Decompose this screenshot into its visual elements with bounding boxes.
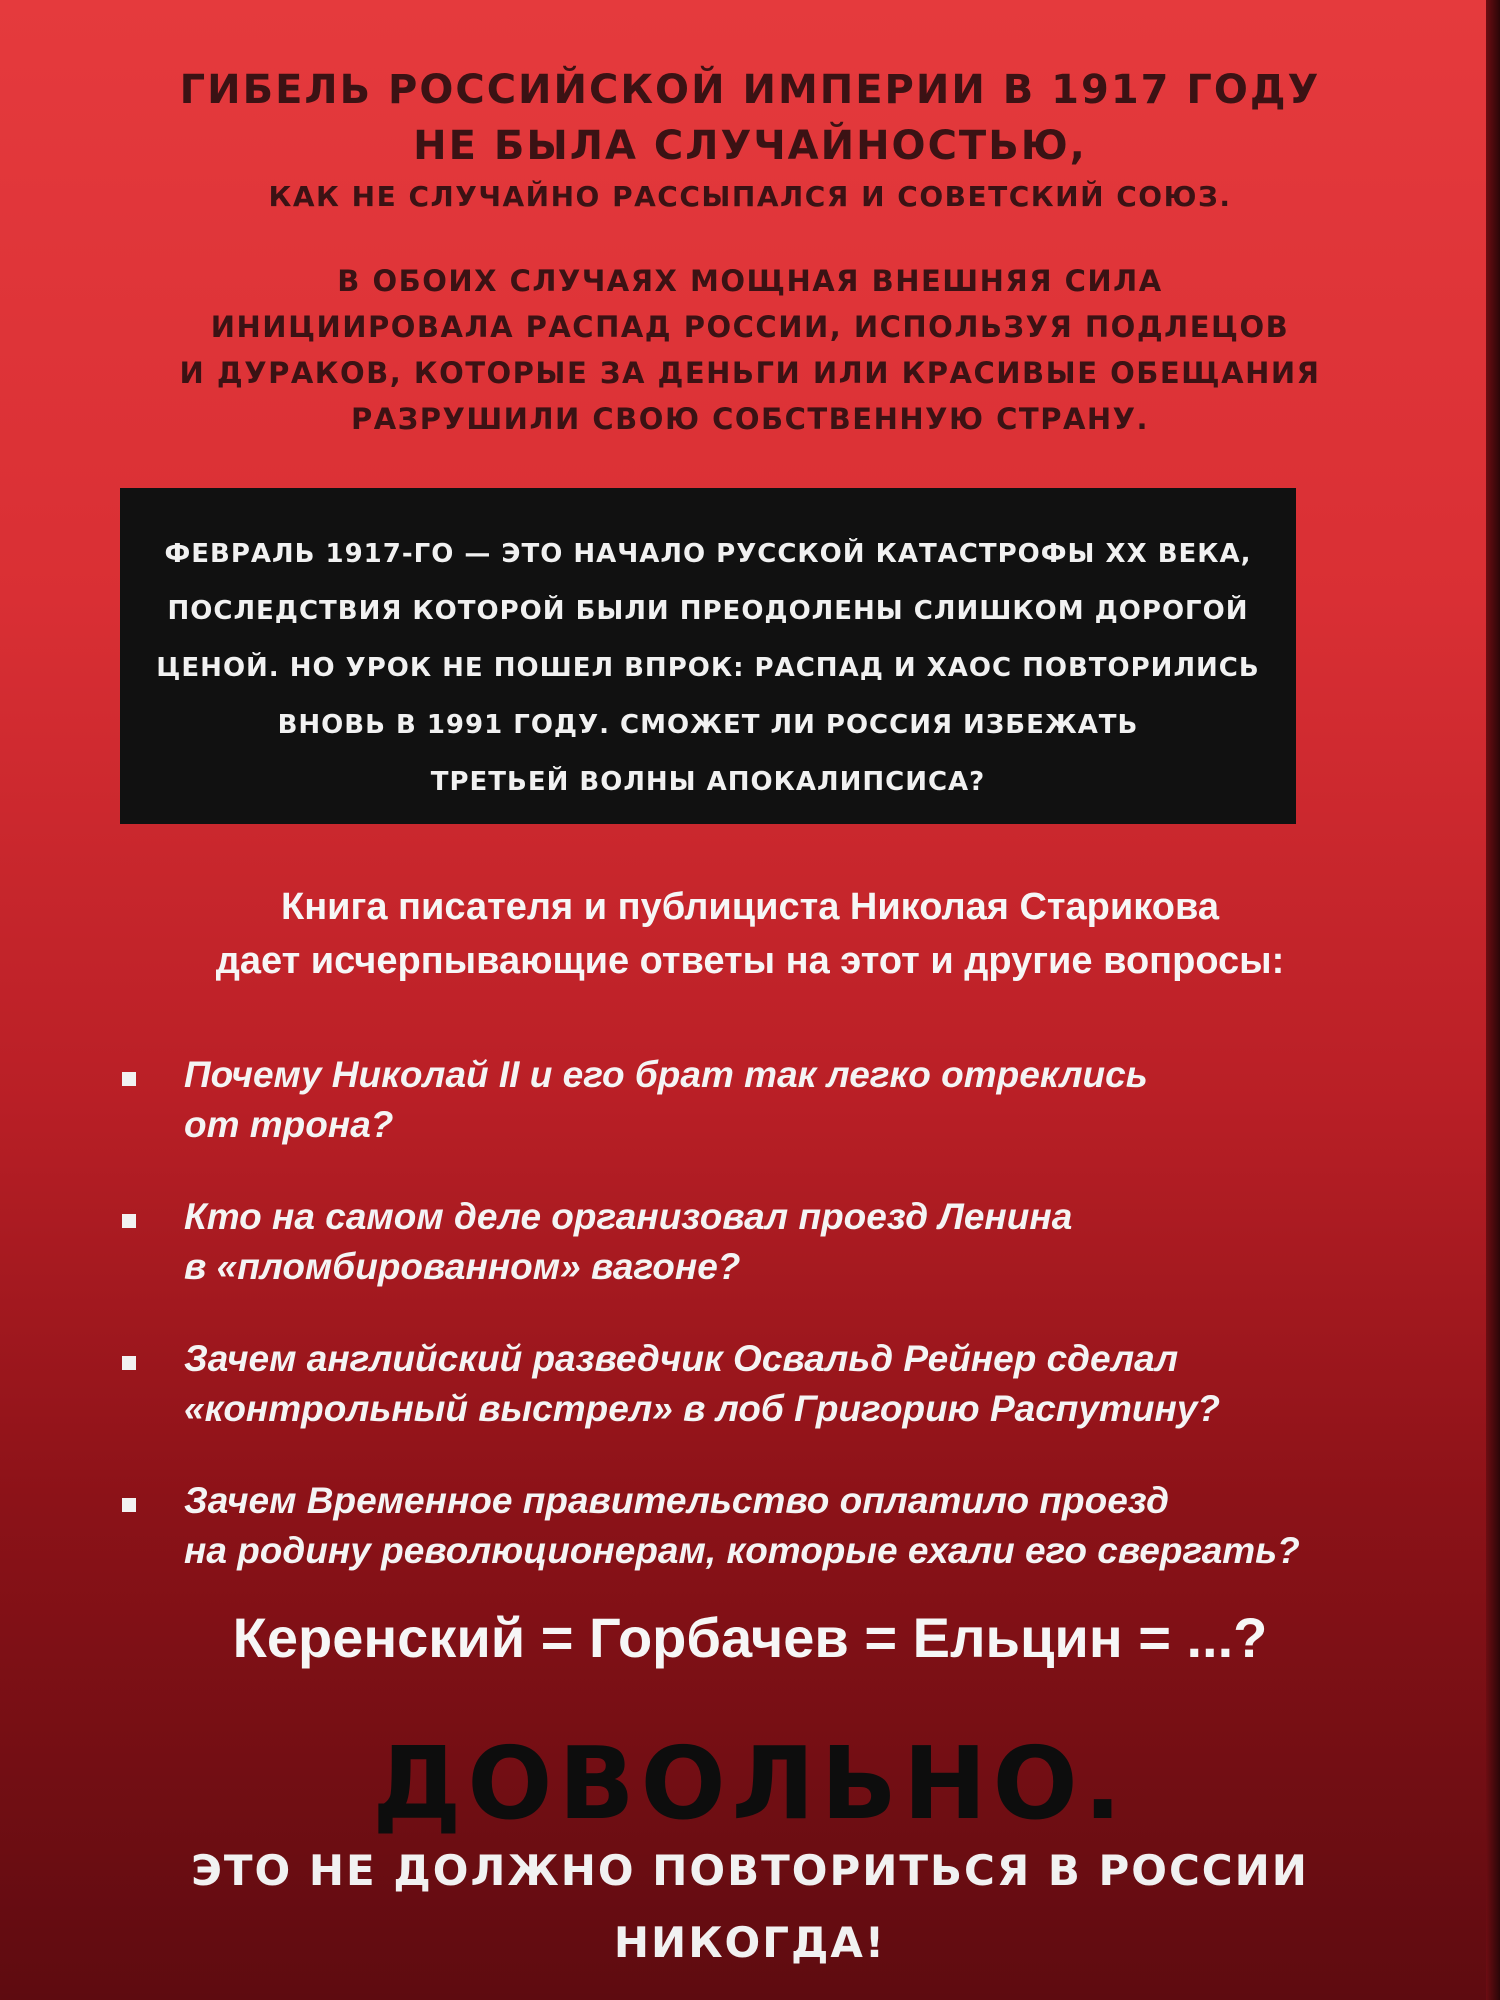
question-line: Зачем английский разведчик Освальд Рейнер сделал <box>184 1338 1179 1379</box>
lead-line-1: Книга писателя и публициста Николая Старикова <box>281 886 1219 928</box>
list-item <box>110 1050 1390 1150</box>
question-line: Зачем Временное правительство оплатило проезд <box>184 1480 1170 1521</box>
february-line-5: ТРЕТЬЕЙ ВОЛНЫ АПОКАЛИПСИСА? <box>430 767 986 797</box>
enough-headline: ДОВОЛЬНО. <box>372 1725 1128 1842</box>
question-line: на родину революционерам, которые ехали его свергать? <box>184 1530 1300 1571</box>
cause-block <box>0 258 1500 442</box>
lead-paragraph <box>0 880 1500 988</box>
closing-line-2: НИКОГДА! <box>613 1918 887 1967</box>
cause-line-4: РАЗРУШИЛИ СВОЮ СОБСТВЕННУЮ СТРАНУ. <box>350 402 1150 436</box>
lead-line-2: дает исчерпывающие ответы на этот и другие вопросы: <box>215 940 1285 982</box>
question-line: Кто на самом деле организовал проезд Ленина <box>184 1196 1073 1237</box>
february-box <box>120 488 1296 824</box>
intro-line-2: НЕ БЫЛА СЛУЧАЙНОСТЬЮ, <box>413 123 1087 169</box>
square-bullet-icon <box>122 1214 136 1228</box>
closing-line-1: ЭТО НЕ ДОЛЖНО ПОВТОРИТЬСЯ В РОССИИ <box>191 1846 1309 1895</box>
question-line: Почему Николай II и его брат так легко отреклись <box>184 1054 1148 1095</box>
intro-block <box>0 62 1500 220</box>
cause-line-1: В ОБОИХ СЛУЧАЯХ МОЩНАЯ ВНЕШНЯЯ СИЛА <box>337 264 1163 298</box>
intro-line-1: ГИБЕЛЬ РОССИЙСКОЙ ИМПЕРИИ В 1917 ГОДУ <box>179 67 1321 113</box>
february-line-1: ФЕВРАЛЬ 1917-ГО — ЭТО НАЧАЛО РУССКОЙ КАТАСТРОФЫ XX ВЕКА, <box>164 539 1252 569</box>
intro-line-3: КАК НЕ СЛУЧАЙНО РАССЫПАЛСЯ И СОВЕТСКИЙ СОЮЗ. <box>268 180 1232 213</box>
list-item <box>110 1476 1390 1576</box>
question-line: «контрольный выстрел» в лоб Григорию Распутину? <box>184 1388 1220 1429</box>
question-list <box>110 1050 1390 1618</box>
february-line-4: ВНОВЬ В 1991 ГОДУ. СМОЖЕТ ЛИ РОССИЯ ИЗБЕЖАТЬ <box>277 710 1139 740</box>
list-item <box>110 1192 1390 1292</box>
square-bullet-icon <box>122 1498 136 1512</box>
cause-line-3: И ДУРАКОВ, КОТОРЫЕ ЗА ДЕНЬГИ ИЛИ КРАСИВЫЕ ОБЕЩАНИЯ <box>179 356 1321 390</box>
question-line: от трона? <box>184 1104 394 1145</box>
february-line-2: ПОСЛЕДСТВИЯ КОТОРОЙ БЫЛИ ПРЕОДОЛЕНЫ СЛИШКОМ ДОРОГОЙ <box>167 596 1249 626</box>
list-item <box>110 1334 1390 1434</box>
square-bullet-icon <box>122 1356 136 1370</box>
equation-heading: Керенский = Горбачев = Ельцин = ...? <box>232 1606 1268 1669</box>
square-bullet-icon <box>122 1072 136 1086</box>
book-edge <box>1486 0 1500 2000</box>
february-line-3: ЦЕНОЙ. НО УРОК НЕ ПОШЕЛ ВПРОК: РАСПАД И ХАОС ПОВТОРИЛИСЬ <box>156 653 1260 683</box>
question-line: в «пломбированном» вагоне? <box>184 1246 741 1287</box>
cause-line-2: ИНИЦИИРОВАЛА РАСПАД РОССИИ, ИСПОЛЬЗУЯ ПОДЛЕЦОВ <box>210 310 1290 344</box>
closing-statement <box>0 1835 1500 1979</box>
